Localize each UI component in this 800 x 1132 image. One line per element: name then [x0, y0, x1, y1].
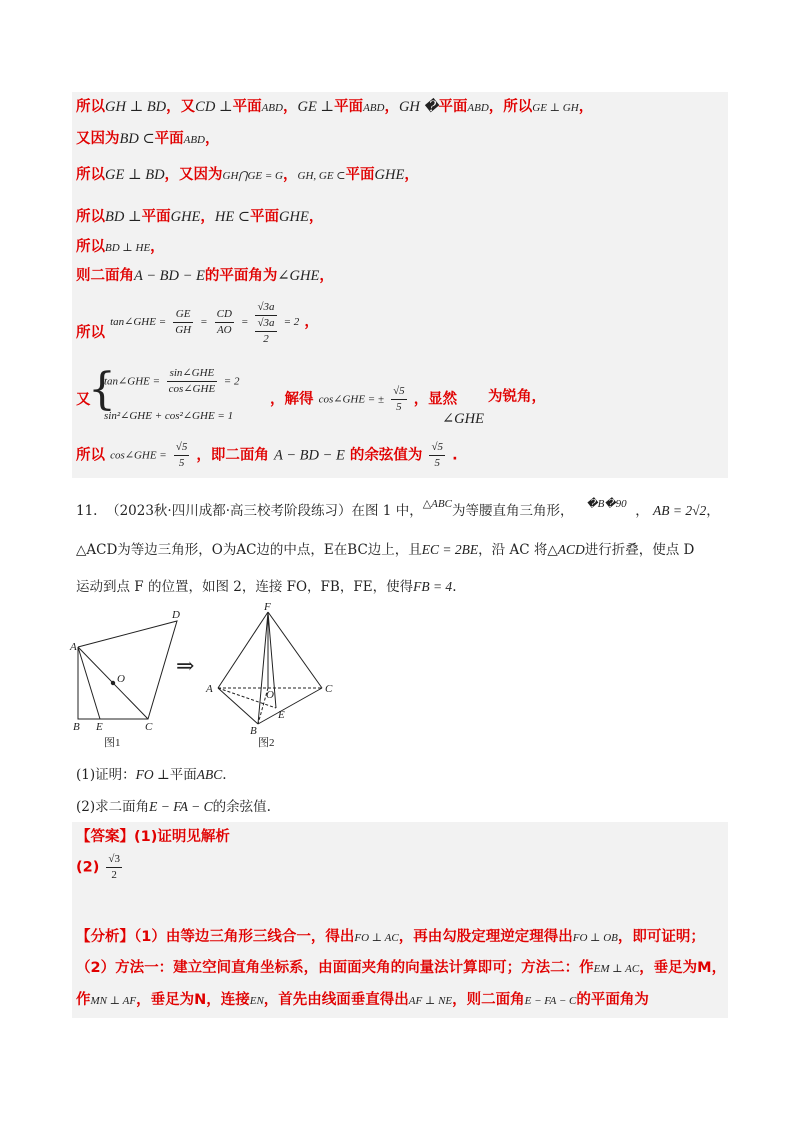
fig2-label-E: E	[278, 709, 285, 721]
analysis-line-1: 【分析】（1）由等边三角形三线合一，得出FO ⊥ AC，再由勾股定理逆定理得出FO ⊥ OB，即可证明；	[76, 929, 705, 945]
fig2-edge-FA	[218, 612, 268, 688]
solution-line-5: 所以BD ⊥ HE，	[76, 239, 165, 255]
fig2-edge-AB	[218, 688, 258, 724]
answer-line-1: 【答案】(1)证明见解析	[76, 829, 230, 845]
solution-line-7: 所以 tan∠GHE = $\frac{GE}{GH}$ = $\frac{CD}{AO}$ = √3a √3a 2 = 2 ，	[76, 301, 319, 345]
fig2-label-F: F	[264, 601, 271, 613]
fig1-label-B: B	[73, 721, 80, 733]
fig2-label-C: C	[325, 683, 333, 695]
figure-1	[68, 608, 188, 750]
system-row-2: sin²∠GHE + cos²∠GHE = 1	[104, 410, 234, 422]
solution-line-2: 又因为BD ⊂平面ABD，	[76, 131, 220, 147]
fig1-label-A: A	[70, 641, 77, 653]
analysis-line-3: 作MN ⊥ AF，垂足为N，连接EN，首先由线面垂直得出AF ⊥ NE，则二面角E − FA − C的平面角为	[76, 992, 649, 1008]
fig1-point-O	[111, 681, 115, 685]
solution-line-3: 所以GE ⊥ BD，又因为GH⋂GE = G，GH, GE ⊂平面GHE，	[76, 167, 419, 183]
analysis-line-2: （2）方法一：建立空间直角坐标系，由面面夹角的向量法计算即可；方法二：作EM ⊥ AC，垂足为M，	[76, 960, 727, 976]
solution-line-8: ，解得 cos∠GHE = ± $\frac{√5}{5}$ ，显然	[270, 385, 458, 413]
figure-2	[200, 600, 340, 748]
solution-line-4: 所以BD ⊥平面GHE，HE ⊂平面GHE，	[76, 209, 324, 225]
question-2: (2)求二面角E − FA − C的余弦值.	[76, 799, 271, 815]
fig1-caption: 图1	[104, 737, 121, 749]
fig2-caption: 图2	[258, 737, 275, 748]
fig2-label-A: A	[206, 683, 213, 695]
problem-line-3: 运动到点 F 的位置，如图 2，连接 FO，FB，FE，使得FB = 4.	[76, 579, 457, 595]
system-row-1: tan∠GHE = $\frac{\text{sin∠GHE}}{\text{cos∠GHE}}$ = 2	[104, 367, 240, 395]
fold-arrow: ⇒	[176, 654, 195, 679]
fig2-edge-FB	[258, 612, 268, 724]
solution-line-8-end: 为锐角，	[488, 389, 546, 405]
fig2-label-B: B	[250, 725, 257, 737]
solution-line-1: 所以GH ⊥ BD，又CD ⊥平面ABD，GE ⊥平面ABD，GH �平面ABD，所以GE ⊥ GH，	[76, 99, 594, 115]
solution-line-9: 所以 cos∠GHE = $\frac{√5}{5}$ ，即二面角 A − BD − E 的余弦值为 $\frac{√5}{5}$ .	[76, 441, 458, 469]
question-1: (1)证明：FO ⊥平面ABC.	[76, 767, 227, 783]
fig1-polygon	[78, 621, 177, 719]
fig1-label-C: C	[145, 721, 153, 733]
fig1-label-O: O	[117, 673, 125, 685]
fig1-label-E: E	[96, 721, 103, 733]
solution-line-8-angle: ∠GHE	[442, 411, 484, 427]
fig1-label-D: D	[172, 609, 180, 621]
fig2-edge-FC	[268, 612, 322, 688]
solution-line-6: 则二面角A − BD − E的平面角为∠GHE，	[76, 268, 334, 284]
problem-line-2: △ACD为等边三角形，O为AC边的中点，E在BC边上，且EC = 2BE，沿 AC 将△ACD进行折叠，使点 D	[76, 542, 695, 558]
problem-line-1: 11. （2023秋·四川成都·高三校考阶段练习）在图 1 中，$^{\triangle ABC}$为等腰直角三角形， $^{�B�90}$ ， AB = 2√2，	[76, 498, 720, 519]
system-brace: {	[88, 364, 116, 415]
answer-line-2: (2) $\frac{√3}{2}$	[76, 853, 120, 881]
fig2-label-O: O	[266, 689, 274, 701]
solution-line-8-label: 又	[76, 392, 91, 408]
